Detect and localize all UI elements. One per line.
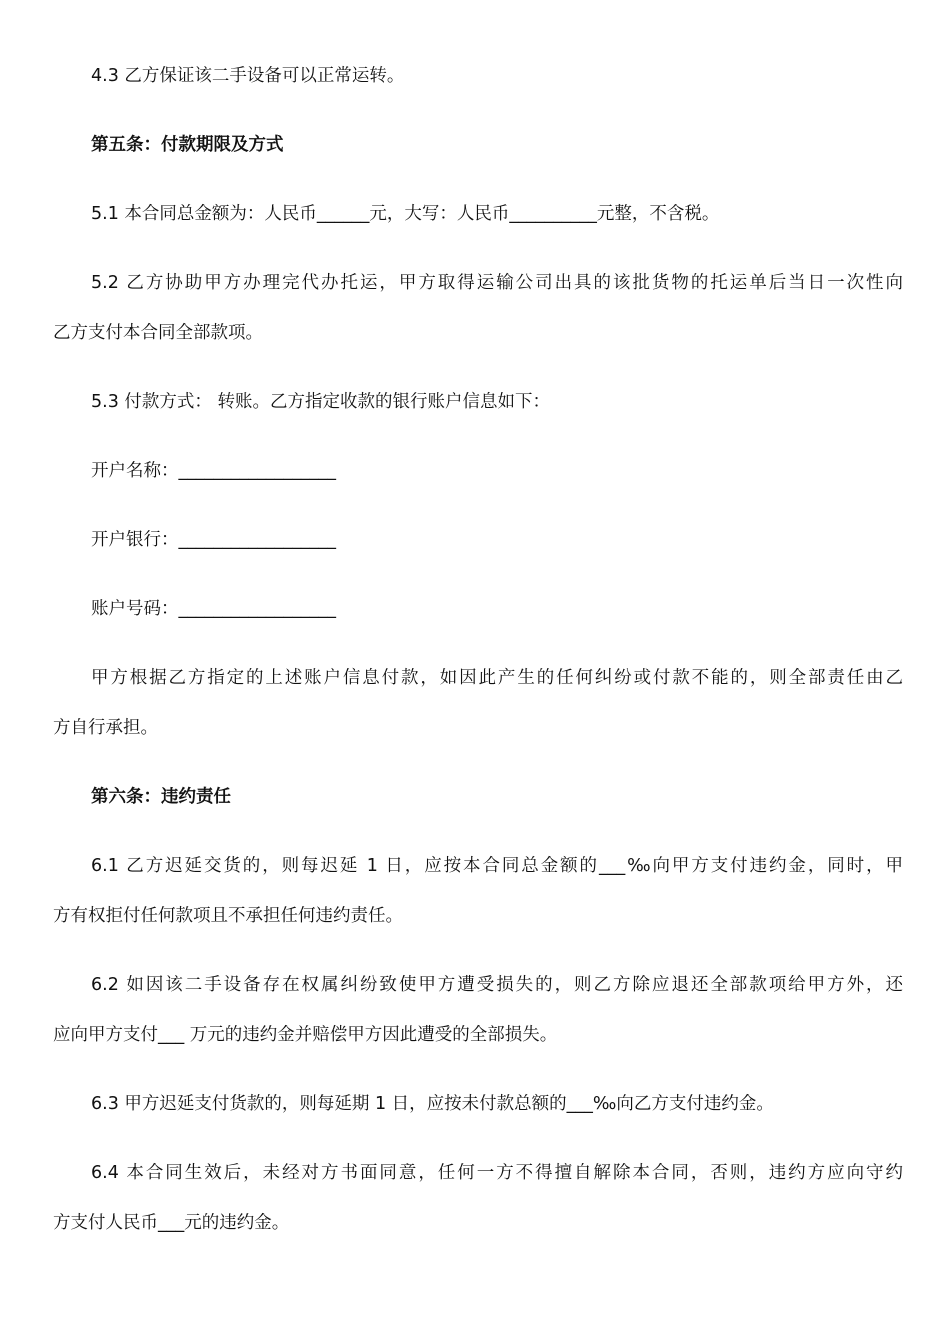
clause-6-1-line-1: 6.1 乙方迟延交货的，则每迟延 1 日，应按本合同总金额的___‰向甲方支付违约金，同时，甲 — [91, 856, 903, 876]
clause-6-3: 6.3 甲方迟延支付货款的，则每延期 1 日，应按未付款总额的___‰向乙方支付违约金。 — [91, 1094, 774, 1114]
clause-6-4-line-2: 方支付人民币___元的违约金。 — [53, 1213, 290, 1233]
clause-5-3: 5.3 付款方式： 转账。乙方指定收款的银行账户信息如下： — [91, 392, 550, 412]
bank-name-field: 开户银行：__________________ — [91, 530, 336, 550]
article-5-heading: 第五条：付款期限及方式 — [91, 135, 284, 155]
article-6-heading: 第六条：违约责任 — [91, 787, 231, 807]
clause-6-2-line-1: 6.2 如因该二手设备存在权属纠纷致使甲方遭受损失的，则乙方除应退还全部款项给甲方外，还 — [91, 975, 903, 995]
clause-5-1: 5.1 本合同总金额为：人民币______元，大写：人民币__________元整，不含税。 — [91, 204, 720, 224]
clause-5-2-line-2: 乙方支付本合同全部款项。 — [53, 323, 263, 343]
clause-6-1-line-2: 方有权拒付任何款项且不承担任何违约责任。 — [53, 906, 403, 926]
clause-6-4-line-1: 6.4 本合同生效后，未经对方书面同意，任何一方不得擅自解除本合同，否则，违约方应向守约 — [91, 1163, 903, 1183]
payment-responsibility-line-1: 甲方根据乙方指定的上述账户信息付款，如因此产生的任何纠纷或付款不能的，则全部责任由乙 — [91, 668, 903, 688]
payment-responsibility-line-2: 方自行承担。 — [53, 718, 158, 738]
clause-5-2-line-1: 5.2 乙方协助甲方办理完代办托运，甲方取得运输公司出具的该批货物的托运单后当日一次性向 — [91, 273, 903, 293]
clause-4-3: 4.3 乙方保证该二手设备可以正常运转。 — [91, 66, 405, 86]
account-number-field: 账户号码：__________________ — [91, 599, 336, 619]
clause-6-2-line-2: 应向甲方支付___ 万元的违约金并赔偿甲方因此遭受的全部损失。 — [53, 1025, 558, 1045]
account-name-field: 开户名称：__________________ — [91, 461, 336, 481]
